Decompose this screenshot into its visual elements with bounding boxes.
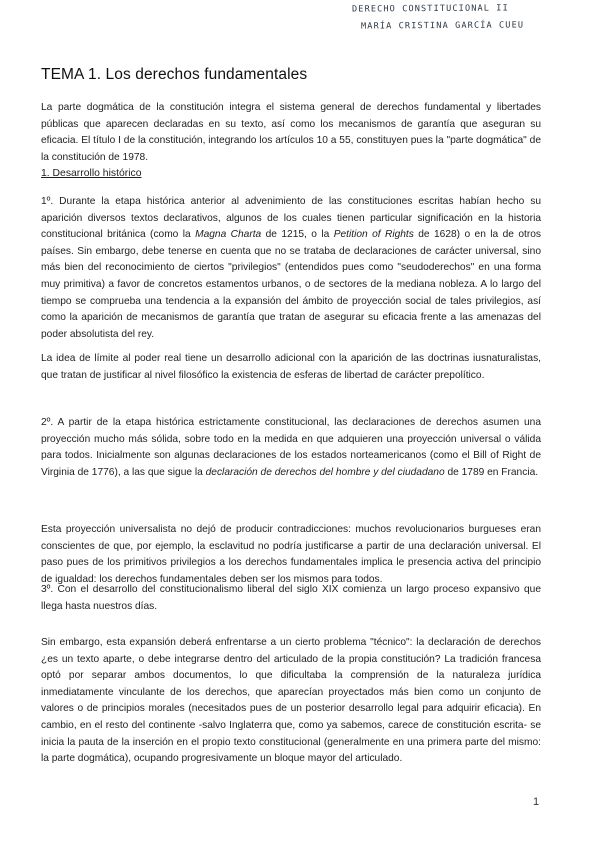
section-heading: 1. Desarrollo histórico bbox=[41, 168, 142, 179]
paragraph-technical-problem: Sin embargo, esta expansión deberá enfrentarse a un cierto problema "técnico": la declaración de derechos ¿es un texto aparte, o debe integrarse dentro del articulado de la propia constitución? La tradición francesa optó por separar ambos documentos, lo que dificultaba la comprensión de la naturaleza jurídica inmediatamente vinculante de los derechos, que aparecían proyectados más bien como un conjunto de valores o de principios morales (necesitados pues de un posterior desarrollo legal para adquirir eficacia). En cambio, en el resto del continente -salvo Inglaterra que, como ya sabemos, carece de constitución escrita- se inicia la pauta de la inserción en el propio texto constitucional (generalmente en una primera parte del mismo: la parte dogmática), ocupando progresivamente un bloque mayor del articulado. bbox=[41, 637, 541, 765]
page-title: TEMA 1. Los derechos fundamentales bbox=[41, 66, 308, 83]
paragraph-third-stage: 3º. Con el desarrollo del constitucionalismo liberal del siglo XIX comienza un largo proceso expansivo que llega hasta nuestros días. bbox=[41, 584, 541, 612]
intro-paragraph: La parte dogmática de la constitución integra el sistema general de derechos fundamental y libertades públicas que aparecen declaradas en su texto, así como los mecanismos de garantía que aseguran su eficacia. El título I de la constitución, integrando los artículos 10 a 55, constituyen pues la "parte dogmática" de la constitución de 1978. bbox=[41, 102, 541, 163]
magna-charta-italic: Magna Charta bbox=[195, 229, 262, 241]
second-text-1: 2º. A partir de la etapa histórica estrictamente constitucional, las declaraciones de derechos asumen una proyección mucho más sólida, sobre todo en la medida en que adquieren una proyección universal o válida para todos. Inicialmente son algunas declaraciones de los estados norteamericanos (como el Bill of Right de Virginia de 1776), a las que sigue la bbox=[41, 417, 541, 478]
paragraph-universalism: Esta proyección universalista no dejó de producir contradicciones: muchos revolucionarios burgueses eran conscientes de que, por ejemplo, la esclavitud no podría justificarse a partir de una declaración universal. El paso pues de los primitivos privilegios a los derechos fundamentales implica le presencia activa del principio de igualdad: los derechos fundamentales deben ser los mismos para todos. bbox=[41, 524, 541, 585]
petition-of-rights-italic: Petition of Rights bbox=[333, 229, 414, 241]
second-text-2: de 1789 en Francia. bbox=[444, 466, 539, 478]
handwritten-author-name: MARÍA CRISTINA GARCÍA CUEU bbox=[360, 20, 525, 32]
paragraph-idea-limit: La idea de límite al poder real tiene un desarrollo adicional con la aparición de las doctrinas iusnaturalistas, que tratan de justificar al nivel filosófico la existencia de esferas de libertad de carácter prepolítico. bbox=[41, 353, 541, 381]
page-number: 1 bbox=[533, 796, 540, 808]
paragraph-second-stage bbox=[41, 415, 541, 481]
first-text-2: de 1215, o la bbox=[261, 229, 334, 241]
declaracion-italic: declaración de derechos del hombre y del ciudadano bbox=[205, 466, 445, 478]
first-text-3: de 1628) o en la de otros países. Sin embargo, debe tenerse en cuenta que no se trataba de declaraciones de carácter universal, sino más bien del reconocimiento de ciertos "privilegios" (entendidos pues como "seudoderechos" en una forma muy primitiva) a favor de concretos estamentos urbanos, o de sectores de la mediana nobleza. A lo largo del tiempo se comprueba una tendencia a la expansión del ámbito de proyección social de tales privilegios, así como la aparición de mecanismos de garantía que tratan de asegurar su eficacia frente a las amenazas del poder absolutista del rey. bbox=[41, 229, 541, 340]
handwritten-course-name: DERECHO CONSTITUCIONAL II bbox=[351, 3, 509, 15]
paragraph-first-stage bbox=[41, 194, 541, 343]
first-text-1: 1º. Durante la etapa histórica anterior al advenimiento de las constituciones escritas habían hecho su aparición diversos textos declarativos, algunos de los cuales tienen particular significación en la historia constitucional británica (como la bbox=[41, 196, 541, 241]
